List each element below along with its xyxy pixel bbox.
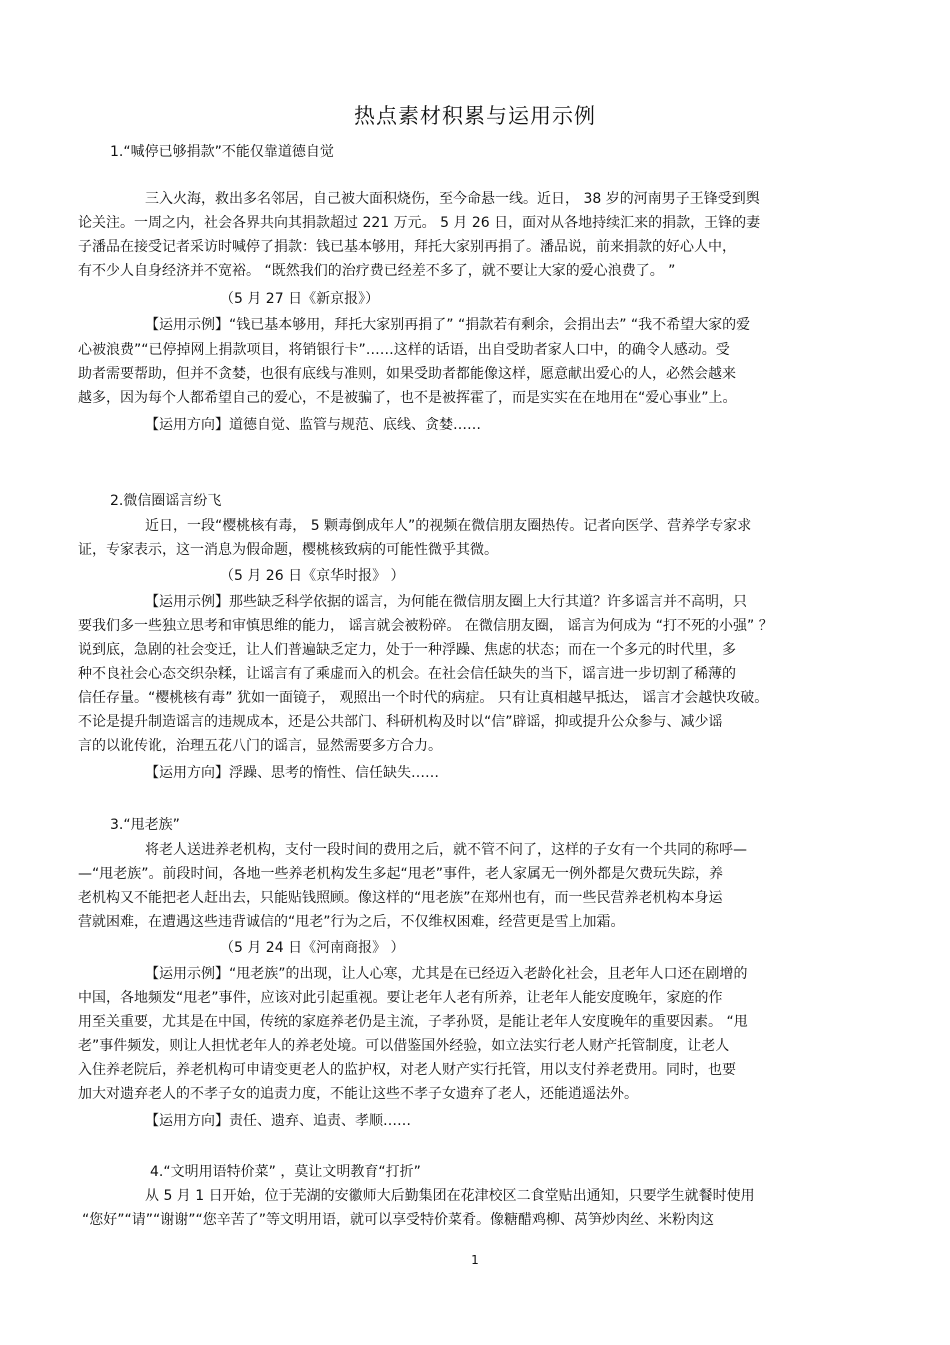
section-3-source: （5 月 24 日《河南商报》 ） xyxy=(220,940,405,956)
section-2-heading: 2.微信圈谣言纷飞 xyxy=(110,493,222,509)
section-3-body-line: 老机构又不能把老人赶出去，只能贴钱照顾。像这样的“甩老族”在郑州也有，而一些民营养老机构本身运 xyxy=(78,890,723,906)
section-2-example-line: 【运用示例】那些缺乏科学依据的谣言，为何能在微信朋友圈上大行其道？许多谣言并不高明，只 xyxy=(145,594,747,610)
section-3-example-line: 中国，各地频发“甩老”事件，应该对此引起重视。要让老年人老有所养，让老年人能安度晚年，家庭的作 xyxy=(78,990,723,1006)
section-1-body-line: 子潘品在接受记者采访时喊停了捐款：钱已基本够用，拜托大家别再捐了。潘品说，前来捐款的好心人中， xyxy=(78,239,736,255)
section-1-body-line: 有不少人自身经济并不宽裕。 “既然我们的治疗费已经差不多了，就不要让大家的爱心浪费了。 ” xyxy=(78,263,676,279)
section-1-body-line: 三入火海，救出多名邻居，自己被大面积烧伤，至今命悬一线。近日， 38 岁的河南男子王锋受到舆 xyxy=(145,191,760,207)
section-3-direction: 【运用方向】责任、遗弃、追责、孝顺…… xyxy=(145,1113,411,1129)
section-1-heading: 1.“喊停已够捐款”不能仅靠道德自觉 xyxy=(110,144,334,160)
section-2-example-line: 信任存量。“樱桃核有毒” 犹如一面镜子， 观照出一个时代的病症。 只有让真相越早抵达， 谣言才会越快攻破。 xyxy=(78,690,769,706)
section-1-example-line: 越多，因为每个人都希望自己的爱心，不是被骗了，也不是被挥霍了，而是实实在在地用在“爱心事业”上。 xyxy=(78,390,737,406)
section-1-source: （5 月 27 日《新京报》） xyxy=(220,291,380,307)
section-3-example-line: 【运用示例】“甩老族”的出现，让人心寒，尤其是在已经迈入老龄化社会，且老年人口还在剧增的 xyxy=(145,966,748,982)
section-3-heading: 3.“甩老族” xyxy=(110,817,180,833)
section-2-example-line: 种不良社会心态交织杂糅，让谣言有了乘虚而入的机会。在社会信任缺失的当下，谣言进一步切割了稀薄的 xyxy=(78,666,736,682)
section-2-example-line: 言的以讹传讹，治理五花八门的谣言，显然需要多方合力。 xyxy=(78,738,442,754)
section-3-body-line: —“甩老族”。前段时间，各地一些养老机构发生多起“甩老”事件，老人家属无一例外都是欠费玩失踪，养 xyxy=(78,866,724,882)
section-1-direction: 【运用方向】道德自觉、监管与规范、底线、贪婪…… xyxy=(145,417,481,433)
section-2-example-line: 说到底，急剧的社会变迁，让人们普遍缺乏定力，处于一种浮躁、焦虑的状态；而在一个多元的时代里，多 xyxy=(78,642,736,658)
section-4-body-line: 从 5 月 1 日开始，位于芜湖的安徽师大后勤集团在花津校区二食堂贴出通知，只要学生就餐时使用 xyxy=(145,1188,755,1204)
section-2-source: （5 月 26 日《京华时报》 ） xyxy=(220,568,405,584)
section-2-body-line: 证，专家表示，这一消息为假命题，樱桃核致病的可能性微乎其微。 xyxy=(78,542,498,558)
section-1-example-line: 心被浪费”“已停掉网上捐款项目，将销银行卡”……这样的话语，出自受助者家人口中，的确令人感动。受 xyxy=(78,342,730,358)
section-2-direction: 【运用方向】浮躁、思考的惰性、信任缺失…… xyxy=(145,765,439,781)
section-3-example-line: 加大对遗弃老人的不孝子女的追责力度，不能让这些不孝子女遗弃了老人，还能逍遥法外。 xyxy=(78,1086,638,1102)
section-1-example-line: 助者需要帮助，但并不贪婪，也很有底线与准则，如果受助者都能像这样，愿意献出爱心的人，必然会越来 xyxy=(78,366,736,382)
section-3-example-line: 入住养老院后，养老机构可申请变更老人的监护权，对老人财产实行托管，用以支付养老费用。同时，也要 xyxy=(78,1062,736,1078)
section-2-body-line: 近日，一段“樱桃核有毒， 5 颗毒倒成年人”的视频在微信朋友圈热传。记者向医学、营养学专家求 xyxy=(145,518,752,534)
section-2-example-line: 不论是提升制造谣言的违规成本，还是公共部门、科研机构及时以“信”辟谣，抑或提升公众参与、减少谣 xyxy=(78,714,723,730)
page-number: 1 xyxy=(471,1253,479,1267)
section-1-example-line: 【运用示例】“钱已基本够用，拜托大家别再捐了” “捐款若有剩余，会捐出去” “我不希望大家的爱 xyxy=(145,317,751,333)
section-3-example-line: 老”事件频发，则让人担忧老年人的养老处境。可以借鉴国外经验，如立法实行老人财产托管制度，让老人 xyxy=(78,1038,730,1054)
section-3-body-line: 将老人送进养老机构，支付一段时间的费用之后，就不管不问了，这样的子女有一个共同的称呼— xyxy=(145,842,747,858)
section-3-body-line: 营就困难，在遭遇这些违背诚信的“甩老”行为之后，不仅维权困难，经营更是雪上加霜。 xyxy=(78,914,625,930)
section-3-example-line: 用至关重要，尤其是在中国，传统的家庭养老仍是主流，子孝孙贤，是能让老年人安度晚年的重要因素。 “甩 xyxy=(78,1014,748,1030)
page-title: 热点素材积累与运用示例 xyxy=(354,104,596,128)
section-4-body-line: “您好”“请”“谢谢”“您辛苦了”等文明用语，就可以享受特价菜肴。像糖醋鸡柳、莴笋炒肉丝、米粉肉这 xyxy=(82,1212,715,1228)
section-4-heading: 4.“文明用语特价菜” ，莫让文明教育“打折” xyxy=(150,1164,421,1180)
section-2-example-line: 要我们多一些独立思考和审慎思维的能力， 谣言就会被粉碎。 在微信朋友圈， 谣言为何成为 “打不死的小强” ？ xyxy=(78,618,773,634)
section-1-body-line: 论关注。一周之内，社会各界共向其捐款超过 221 万元。 5 月 26 日，面对从各地持续汇来的捐款，王锋的妻 xyxy=(78,215,761,231)
